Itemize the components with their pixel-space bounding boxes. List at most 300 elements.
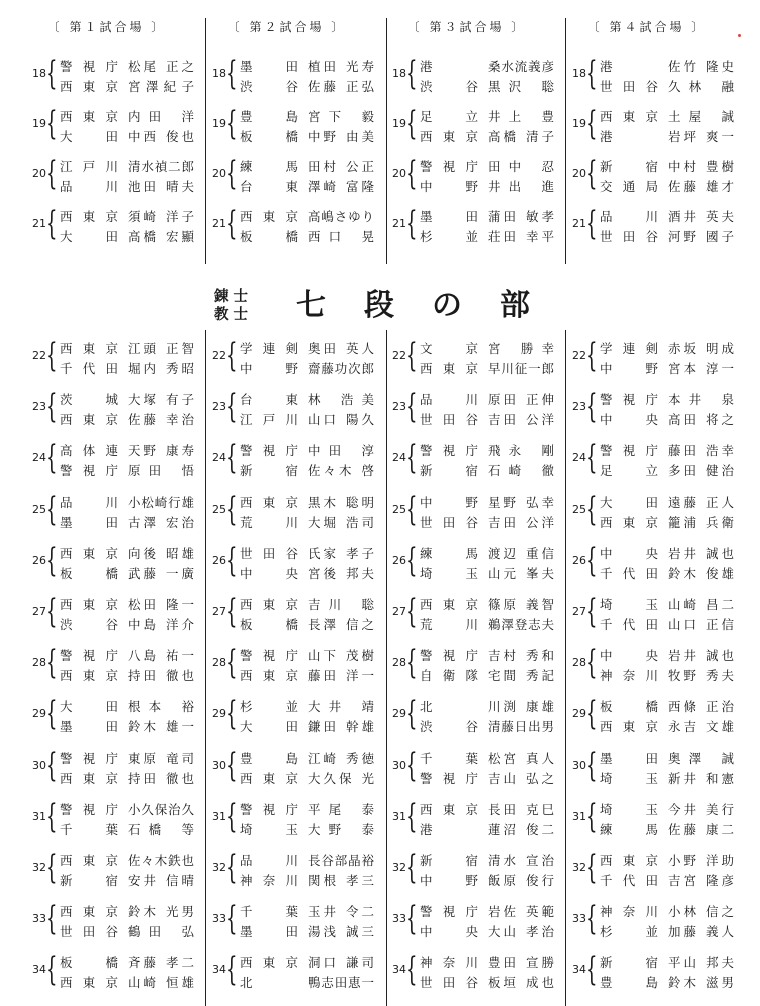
match-number: 18 (32, 67, 46, 80)
title-prefix-top: 錬 士 (214, 289, 249, 305)
brace-mark: { (586, 335, 598, 374)
title-main: 七段の部 (296, 288, 568, 323)
match-26 (14, 541, 200, 587)
match-18 (554, 54, 740, 100)
player-affiliation: 台 東 (240, 179, 298, 194)
player-name: 牧野 秀夫 (668, 668, 734, 684)
brace-mark: { (226, 539, 238, 579)
player-affiliation: 新 宿 (420, 463, 478, 479)
match-23 (374, 387, 560, 433)
match-29 (14, 694, 200, 740)
player-affiliation: 警視庁 (420, 770, 478, 786)
player-affiliation: 大 田 (60, 699, 118, 715)
player-name: 石崎 徹 (488, 463, 554, 479)
player-name: 中村 豊樹 (668, 159, 734, 174)
player-name: 吉宮 隆彦 (668, 873, 734, 888)
player-name: 籠浦 兵衛 (668, 514, 734, 530)
player-affiliation: 警視庁 (420, 648, 478, 664)
brace-mark: { (586, 744, 598, 784)
match-29 (374, 694, 560, 740)
player-name: 豊田 宣勝 (488, 955, 554, 971)
player-name: 桑水流義彦 (488, 59, 554, 74)
match-number: 23 (32, 400, 46, 414)
match-number: 27 (392, 605, 406, 618)
player-name: 新井 和憲 (668, 770, 734, 786)
player-affiliation: 墨 田 (240, 59, 298, 74)
match-24 (194, 438, 380, 484)
player-name: 井出 進 (488, 179, 554, 194)
player-name: 武藤 一廣 (128, 565, 194, 581)
brace-mark: { (586, 386, 598, 426)
brace-mark: { (586, 898, 598, 938)
match-number: 19 (572, 117, 586, 130)
match-25 (14, 490, 200, 536)
player-name: 関根 孝三 (308, 873, 374, 888)
brace-mark: { (226, 488, 238, 528)
brace-mark: { (406, 103, 418, 142)
player-affiliation: 中 央 (600, 648, 658, 664)
player-affiliation: 港 (600, 59, 613, 74)
player-affiliation: 西東京 (420, 801, 478, 817)
player-name: 洞口 謙司 (308, 955, 374, 971)
player-name: 植田 光寿 (308, 59, 374, 74)
player-affiliation: 警視庁 (60, 648, 118, 664)
match-number: 21 (572, 217, 586, 230)
match-19 (194, 104, 380, 150)
brace-mark: { (406, 437, 418, 477)
match-number: 29 (212, 707, 226, 721)
player-affiliation: 警視庁 (600, 392, 658, 408)
player-affiliation: 西東京 (240, 955, 298, 971)
match-number: 28 (32, 656, 46, 670)
brace-mark: { (406, 591, 418, 630)
match-number: 20 (32, 167, 46, 180)
player-name: 山元 峯夫 (488, 565, 554, 581)
player-affiliation: 中 野 (240, 361, 298, 376)
venue-header: 〔 第４試合場 〕 (587, 20, 707, 34)
match-number: 25 (32, 502, 46, 516)
match-number: 33 (212, 912, 226, 926)
match-number: 30 (572, 758, 586, 772)
player-affiliation: 新 宿 (60, 873, 118, 888)
match-34 (14, 950, 200, 996)
player-name: 吉山 弘之 (488, 770, 554, 786)
player-affiliation: 西東京 (60, 668, 118, 684)
player-name: 大久保 光 (308, 770, 374, 786)
player-name: 安井 信晴 (128, 873, 194, 888)
match-number: 30 (32, 758, 46, 772)
match-30 (554, 746, 740, 792)
player-affiliation: 荒 川 (420, 617, 478, 632)
player-affiliation: 西東京 (240, 668, 298, 684)
player-name: 東原 竜司 (128, 750, 194, 766)
player-affiliation: 警視庁 (240, 648, 298, 664)
player-affiliation: 中 央 (420, 924, 478, 940)
player-name: 宮本 淳一 (668, 361, 734, 376)
brace-mark: { (46, 488, 58, 528)
brace-mark: { (46, 847, 58, 886)
player-name: 本井 泉 (668, 392, 734, 408)
match-number: 29 (572, 707, 586, 721)
match-24 (14, 438, 200, 484)
match-20 (374, 154, 560, 200)
player-affiliation: 西東京 (420, 361, 478, 376)
brace-mark: { (46, 693, 58, 733)
brace-mark: { (586, 795, 598, 835)
player-affiliation: 西東京 (600, 514, 658, 530)
column-divider (565, 330, 566, 1006)
player-name: 遠藤 正人 (668, 494, 734, 510)
player-affiliation: 西東京 (60, 904, 118, 920)
match-23 (194, 387, 380, 433)
player-affiliation: 練 馬 (240, 159, 298, 174)
player-name: 天野 康寿 (128, 443, 194, 459)
red-mark (738, 34, 741, 37)
player-affiliation: 板 橋 (240, 129, 298, 144)
player-affiliation: 杉 並 (240, 699, 298, 715)
player-affiliation: 西東京 (420, 129, 478, 144)
player-name: 松田 隆一 (128, 597, 194, 612)
match-number: 25 (212, 502, 226, 516)
player-affiliation: 西東京 (60, 853, 118, 868)
player-affiliation: 大 田 (240, 719, 298, 735)
player-name: 佐竹 隆史 (668, 59, 734, 74)
match-27 (554, 592, 740, 638)
player-affiliation: 西東京 (240, 209, 298, 224)
player-affiliation: 新 宿 (420, 853, 478, 868)
player-affiliation: 墨 田 (420, 209, 478, 224)
venue-column-2 (194, 0, 380, 272)
player-name: 吉田 公洋 (488, 412, 554, 428)
player-affiliation: 北 (420, 699, 433, 715)
match-31 (554, 797, 740, 843)
player-affiliation: 世田谷 (240, 545, 298, 561)
player-name: 高田 将之 (668, 412, 734, 428)
player-affiliation: 埼 玉 (420, 565, 478, 581)
player-name: 根本 裕 (128, 699, 194, 715)
match-number: 34 (212, 963, 226, 977)
player-affiliation: 千代田 (600, 617, 658, 632)
match-number: 34 (392, 963, 406, 977)
match-number: 34 (32, 963, 46, 977)
player-name: 荘田 幸平 (488, 229, 554, 244)
match-number: 19 (32, 117, 46, 130)
player-name: 土屋 誠 (668, 109, 734, 124)
match-33 (14, 899, 200, 945)
match-25 (194, 490, 380, 536)
venue-column-3 (374, 0, 560, 272)
player-name: 堀内 秀昭 (128, 361, 194, 376)
brace-mark: { (226, 693, 238, 733)
player-name: 吉村 秀和 (488, 648, 554, 664)
venue-column-1 (14, 0, 200, 272)
player-name: 持田 徹也 (128, 770, 194, 786)
player-name: 鈴木 俊雄 (668, 565, 734, 581)
player-affiliation: 中 野 (600, 361, 658, 376)
player-affiliation: 学連剣 (240, 341, 298, 356)
brace-mark: { (46, 591, 58, 630)
player-name: 岩井 誠也 (668, 545, 734, 561)
player-name: 藤田 浩幸 (668, 443, 734, 459)
player-name: 板垣 成也 (488, 975, 554, 991)
player-name: 古澤 宏治 (128, 514, 194, 530)
player-affiliation: 新 宿 (600, 159, 658, 174)
player-affiliation: 埼 玉 (600, 597, 658, 612)
player-name: 小林 信之 (668, 904, 734, 920)
player-name: 清水 宣治 (488, 853, 554, 868)
player-name: 池田 晴夫 (128, 179, 194, 194)
brace-mark: { (406, 898, 418, 938)
player-name: 吉田 公洋 (488, 514, 554, 530)
player-name: 長谷部晶裕 (308, 853, 374, 868)
match-21 (194, 204, 380, 250)
player-affiliation: 学連剣 (600, 341, 658, 356)
player-name: 酒井 英夫 (668, 209, 734, 224)
player-affiliation: 大 田 (60, 129, 118, 144)
match-number: 26 (392, 553, 406, 567)
match-18 (14, 54, 200, 100)
player-name: 鈴木 雄一 (128, 719, 194, 735)
player-affiliation: 世田谷 (420, 975, 478, 991)
match-number: 18 (392, 67, 406, 80)
player-name: 大井 靖 (308, 699, 374, 715)
brace-mark: { (226, 642, 238, 682)
player-name: 岩坪 爽一 (668, 129, 734, 144)
player-name: 田中 忍 (488, 159, 554, 174)
section-title (0, 274, 760, 326)
player-name: 大野 泰 (308, 821, 374, 837)
column-divider (386, 330, 387, 1006)
match-number: 27 (572, 605, 586, 618)
brace-mark: { (226, 949, 238, 989)
player-affiliation: 渋 谷 (240, 79, 298, 94)
match-34 (554, 950, 740, 996)
player-name: 中西 俊也 (128, 129, 194, 144)
player-affiliation: 渋 谷 (420, 719, 478, 735)
player-name: 岩佐 英範 (488, 904, 554, 920)
player-affiliation: 西東京 (60, 597, 118, 612)
column-divider (205, 330, 206, 1006)
player-name: 松尾 正之 (128, 59, 194, 74)
player-name: 西口 晃 (308, 229, 374, 244)
match-28 (554, 643, 740, 689)
player-affiliation: 墨 田 (600, 750, 658, 766)
match-number: 33 (572, 912, 586, 926)
player-affiliation: 高体連 (60, 443, 118, 459)
player-name: 氏家 孝子 (308, 545, 374, 561)
match-number: 31 (572, 809, 586, 823)
match-21 (14, 204, 200, 250)
brace-mark: { (586, 642, 598, 682)
match-number: 20 (212, 167, 226, 180)
player-affiliation: 足 立 (600, 463, 658, 479)
player-affiliation: 足 立 (420, 109, 478, 124)
player-affiliation: 交通局 (600, 179, 658, 194)
player-affiliation: 北 (240, 975, 253, 991)
match-23 (554, 387, 740, 433)
match-number: 20 (392, 167, 406, 180)
player-affiliation: 千 葉 (240, 904, 298, 920)
player-affiliation: 千 葉 (60, 821, 118, 837)
match-number: 30 (212, 758, 226, 772)
player-affiliation: 渋 谷 (420, 79, 478, 94)
match-number: 29 (32, 707, 46, 721)
match-number: 25 (392, 502, 406, 516)
brace-mark: { (586, 847, 598, 886)
player-affiliation: 練 馬 (600, 821, 658, 837)
player-name: 今井 美行 (668, 801, 734, 817)
match-number: 33 (392, 912, 406, 926)
player-name: 佐藤 幸治 (128, 412, 194, 428)
player-affiliation: 中 野 (420, 494, 478, 510)
brace-mark: { (226, 795, 238, 835)
player-name: 宮澤紀子 (128, 79, 194, 94)
match-number: 26 (572, 553, 586, 567)
brace-mark: { (586, 591, 598, 630)
match-number: 31 (392, 809, 406, 823)
player-name: 中田 淳 (308, 443, 374, 459)
player-affiliation: 西東京 (60, 109, 118, 124)
player-name: 永吉 文雄 (668, 719, 734, 735)
player-affiliation: 墨 田 (60, 514, 118, 530)
player-name: 奥田 英人 (308, 341, 374, 356)
brace-mark: { (406, 203, 418, 242)
match-number: 33 (32, 912, 46, 926)
player-name: 星野 弘幸 (488, 494, 554, 510)
brace-mark: { (226, 898, 238, 938)
player-name: 赤坂 明成 (668, 341, 734, 356)
brace-mark: { (586, 437, 598, 477)
brace-mark: { (46, 437, 58, 477)
player-affiliation: 墨 田 (240, 924, 298, 940)
player-name: 早川征一郎 (488, 361, 554, 376)
player-name: 宮 勝幸 (488, 341, 554, 356)
player-name: 鶴田 弘 (128, 924, 194, 940)
player-name: 山口 陽久 (308, 412, 374, 428)
player-name: 山崎 昌二 (668, 597, 734, 612)
player-name: 鵜澤登志夫 (488, 617, 554, 632)
column-divider (205, 18, 206, 264)
player-name: 河野 國子 (668, 229, 734, 244)
bracket-column-1 (14, 328, 200, 1006)
player-name: 多田 健治 (668, 463, 734, 479)
player-name: 鈴木 光男 (128, 904, 194, 920)
match-32 (554, 848, 740, 894)
player-affiliation: 警視庁 (600, 443, 658, 459)
player-affiliation: 埼 玉 (600, 770, 658, 786)
player-name: 原田 正伸 (488, 392, 554, 408)
match-number: 26 (32, 553, 46, 567)
player-affiliation: 西東京 (600, 853, 658, 868)
brace-mark: { (46, 539, 58, 579)
player-affiliation: 新 宿 (240, 463, 298, 479)
player-affiliation: 西東京 (240, 494, 298, 510)
match-24 (374, 438, 560, 484)
player-name: 西條 正治 (668, 699, 734, 715)
brace-mark: { (406, 539, 418, 579)
player-affiliation: 西東京 (60, 770, 118, 786)
player-affiliation: 新 宿 (600, 955, 658, 971)
column-divider (386, 18, 387, 264)
match-34 (194, 950, 380, 996)
player-affiliation: 杉 並 (420, 229, 478, 244)
player-affiliation: 板 橋 (600, 699, 658, 715)
match-32 (194, 848, 380, 894)
match-30 (374, 746, 560, 792)
player-affiliation: 板 橋 (60, 955, 118, 971)
match-22 (194, 336, 380, 382)
match-27 (374, 592, 560, 638)
player-name: 川渕 康雄 (488, 699, 554, 715)
player-affiliation: 西東京 (240, 597, 298, 612)
match-number: 24 (32, 451, 46, 465)
player-affiliation: 埼 玉 (600, 801, 658, 817)
player-affiliation: 茨 城 (60, 392, 118, 408)
player-name: 鎌田 幹雄 (308, 719, 374, 735)
match-28 (194, 643, 380, 689)
player-affiliation: 千代田 (600, 565, 658, 581)
player-name: 小野 洋助 (668, 853, 734, 868)
player-name: 石橋 等 (128, 821, 194, 837)
player-name: 齋藤功次郎 (308, 361, 374, 376)
venue-header: 〔 第１試合場 〕 (47, 20, 167, 34)
player-name: 大山 孝治 (488, 924, 554, 940)
venue-column-4 (554, 0, 740, 272)
player-name: 湯浅 誠三 (308, 924, 374, 940)
player-affiliation: 警視庁 (240, 801, 298, 817)
bracket-column-4 (554, 328, 740, 1006)
brace-mark: { (406, 693, 418, 733)
match-number: 24 (392, 451, 406, 465)
player-affiliation: 西東京 (60, 975, 118, 991)
player-name: 澤崎 富隆 (308, 179, 374, 194)
match-34 (374, 950, 560, 996)
match-number: 34 (572, 963, 586, 977)
player-affiliation: 豊 島 (600, 975, 658, 991)
player-name: 高嶋さゆり (308, 209, 374, 224)
player-affiliation: 世田谷 (420, 514, 478, 530)
match-26 (554, 541, 740, 587)
player-affiliation: 江戸川 (240, 412, 298, 428)
player-affiliation: 中 央 (600, 412, 658, 428)
player-name: 長田 克巳 (488, 801, 554, 817)
player-name: 中島 洋介 (128, 617, 194, 632)
player-name: 林 浩美 (308, 392, 374, 408)
match-number: 19 (212, 117, 226, 130)
player-affiliation: 警視庁 (60, 750, 118, 766)
brace-mark: { (46, 153, 58, 192)
brace-mark: { (46, 203, 58, 242)
brace-mark: { (586, 539, 598, 579)
player-name: 大堀 浩司 (308, 514, 374, 530)
brace-mark: { (46, 898, 58, 938)
player-name: 佐藤 正弘 (308, 79, 374, 94)
brace-mark: { (46, 642, 58, 682)
player-name: 宮後 邦夫 (308, 565, 374, 581)
match-number: 22 (212, 349, 226, 362)
bracket-column-3 (374, 328, 560, 1006)
brace-mark: { (406, 642, 418, 682)
match-number: 28 (212, 656, 226, 670)
player-name: 宮下 毅 (308, 109, 374, 124)
match-19 (374, 104, 560, 150)
player-affiliation: 千代田 (600, 873, 658, 888)
brace-mark: { (226, 847, 238, 886)
player-name: 岩井 誠也 (668, 648, 734, 664)
player-name: 内田 洋 (128, 109, 194, 124)
player-name: 斉藤 孝二 (128, 955, 194, 971)
match-28 (14, 643, 200, 689)
